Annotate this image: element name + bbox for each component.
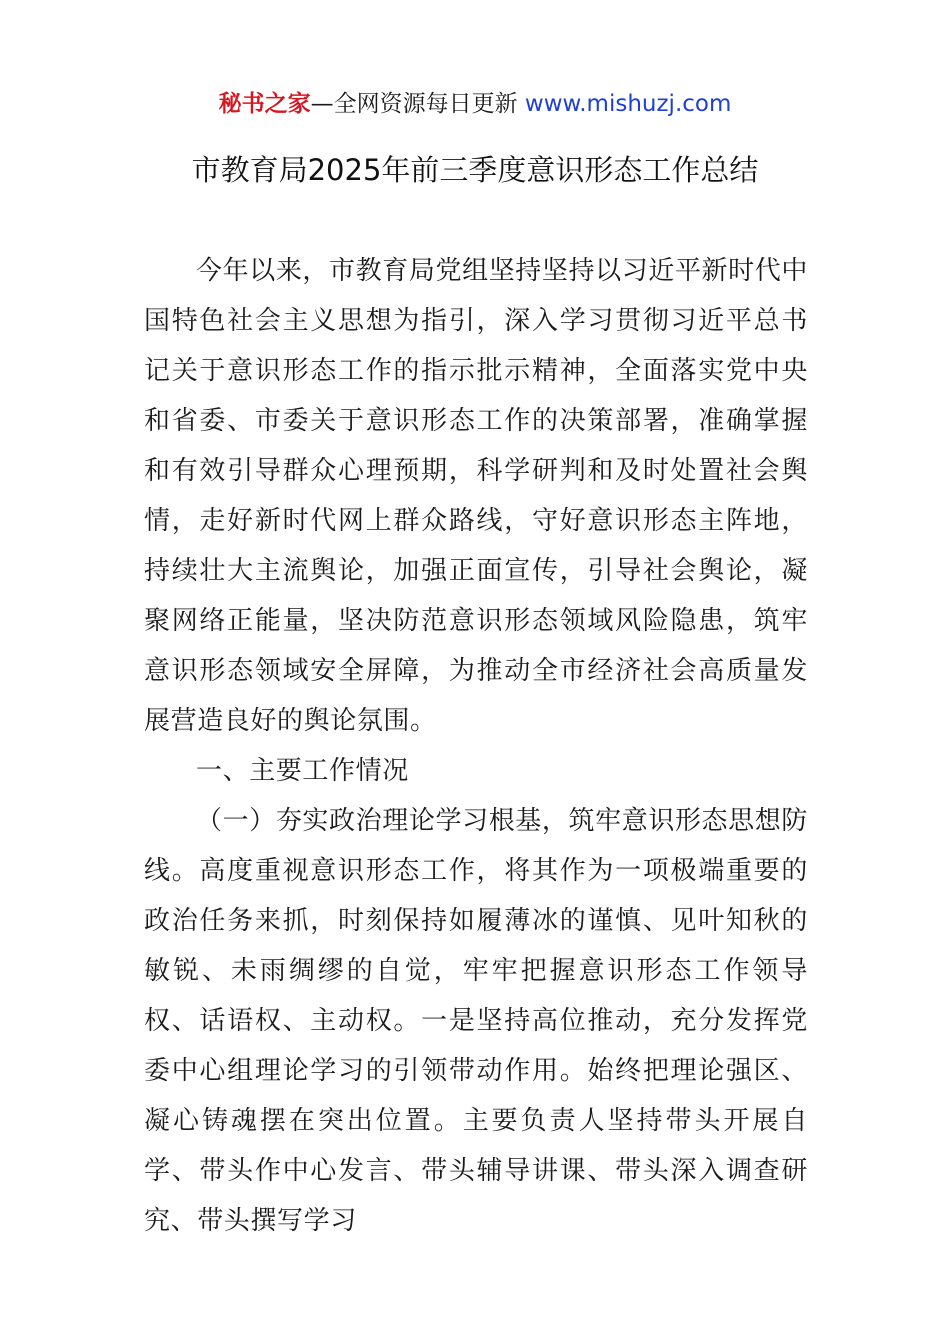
subsection-paragraph: （一）夯实政治理论学习根基，筑牢意识形态思想防线。高度重视意识形态工作，将其作为一项极端重要的政治任务来抓，时刻保持如履薄冰的谨慎、见叶知秋的敏锐、未雨绸缪的自觉，牢牢把握意识形态工作领导权、话语权、主动权。一是坚持高位推动，充分发挥党委中心组理论学习的引领带动作用。始终把理论强区、凝心铸魂摆在突出位置。主要负责人坚持带头开展自学、带头作中心发言、带头辅导讲课、带头深入调查研究、带头撰写学习 (144, 806, 808, 1236)
brand-name: 秘书之家 (218, 91, 311, 117)
intro-paragraph: 今年以来，市教育局党组坚持坚持以习近平新时代中国特色社会主义思想为指引，深入学习贯彻习近平总书记关于意识形态工作的指示批示精神，全面落实党中央和省委、市委关于意识形态工作的决策部署，准确掌握和有效引导群众心理预期，科学研判和及时处置社会舆情，走好新时代网上群众路线，守好意识形态主阵地，持续壮大主流舆论，加强正面宣传，引导社会舆论，凝聚网络正能量，坚决防范意识形态领域风险隐患，筑牢意识形态领域安全屏障，为推动全市经济社会高质量发展营造良好的舆论氛围。 (144, 256, 808, 736)
header-tagline: —全网资源每日更新 (310, 91, 525, 117)
document-title: 市教育局2025年前三季度意识形态工作总结 (191, 153, 759, 187)
section-heading: 一、主要工作情况 (196, 756, 409, 786)
site-url-link[interactable]: www.mishuzj.com (524, 91, 732, 117)
site-header (0, 88, 950, 120)
document-body (144, 246, 808, 1246)
